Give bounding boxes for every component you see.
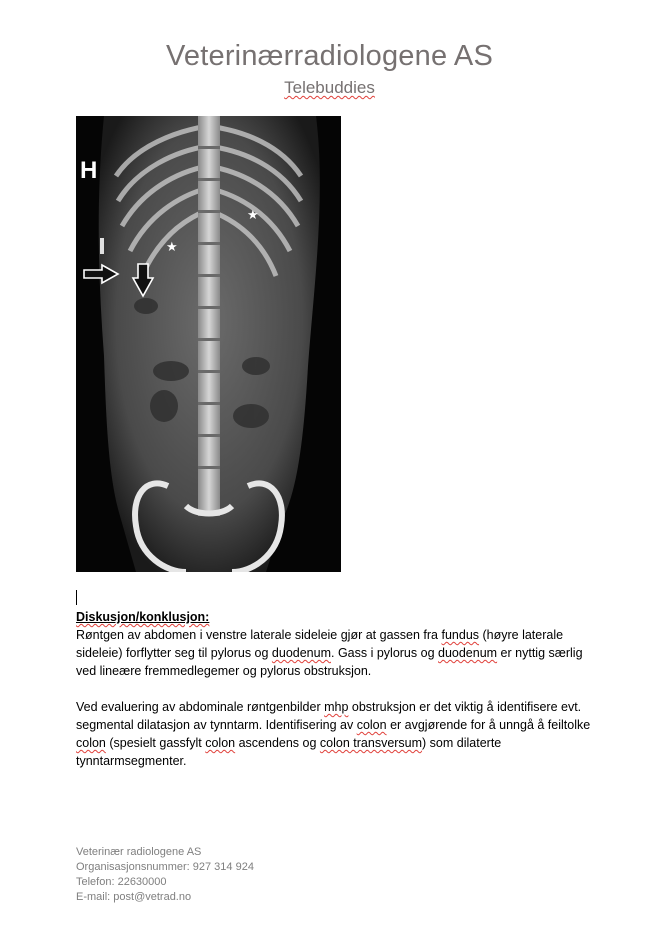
xray-graphic bbox=[76, 116, 341, 572]
discussion-paragraph-1: Røntgen av abdomen i venstre laterale sideleie gjør at gassen fra fundus (høyre laterale sideleie) forflytter seg til pylorus og duodenum. Gass i pylorus og duodenum er nyttig særlig ved lineære fremmedlegemer og pylorus obstruksjon. bbox=[76, 628, 583, 678]
subtitle: Telebuddies bbox=[284, 78, 375, 97]
text-cursor bbox=[76, 590, 77, 605]
footer-email: E-mail: post@vetrad.no bbox=[76, 891, 192, 903]
marker-tick bbox=[100, 238, 104, 254]
xray-image bbox=[76, 116, 341, 572]
footer-org-number: Organisasjonsnummer: 927 314 924 bbox=[76, 861, 254, 873]
side-marker: H bbox=[80, 157, 98, 184]
footer-phone: Telefon: 22630000 bbox=[76, 876, 167, 888]
star-icon: ★ bbox=[247, 208, 259, 223]
spine bbox=[198, 116, 220, 516]
discussion-section bbox=[76, 608, 596, 770]
discussion-heading: Diskusjon/konklusjon: bbox=[76, 610, 210, 624]
footer bbox=[76, 845, 254, 905]
footer-company: Veterinær radiologene AS bbox=[76, 846, 202, 858]
company-title: Veterinærradiologene AS bbox=[165, 40, 494, 72]
star-icon: ★ bbox=[166, 240, 178, 255]
discussion-paragraph-2: Ved evaluering av abdominale røntgenbilder mhp obstruksjon er det viktig å identifisere evt. segmental dilatasjon av tynntarm. Identifisering av colon er avgjørende for å unngå å feiltolke colon (spesielt gassfylt colon ascendens og colon transversum) som dilaterte tynntarmsegmenter. bbox=[76, 700, 591, 768]
